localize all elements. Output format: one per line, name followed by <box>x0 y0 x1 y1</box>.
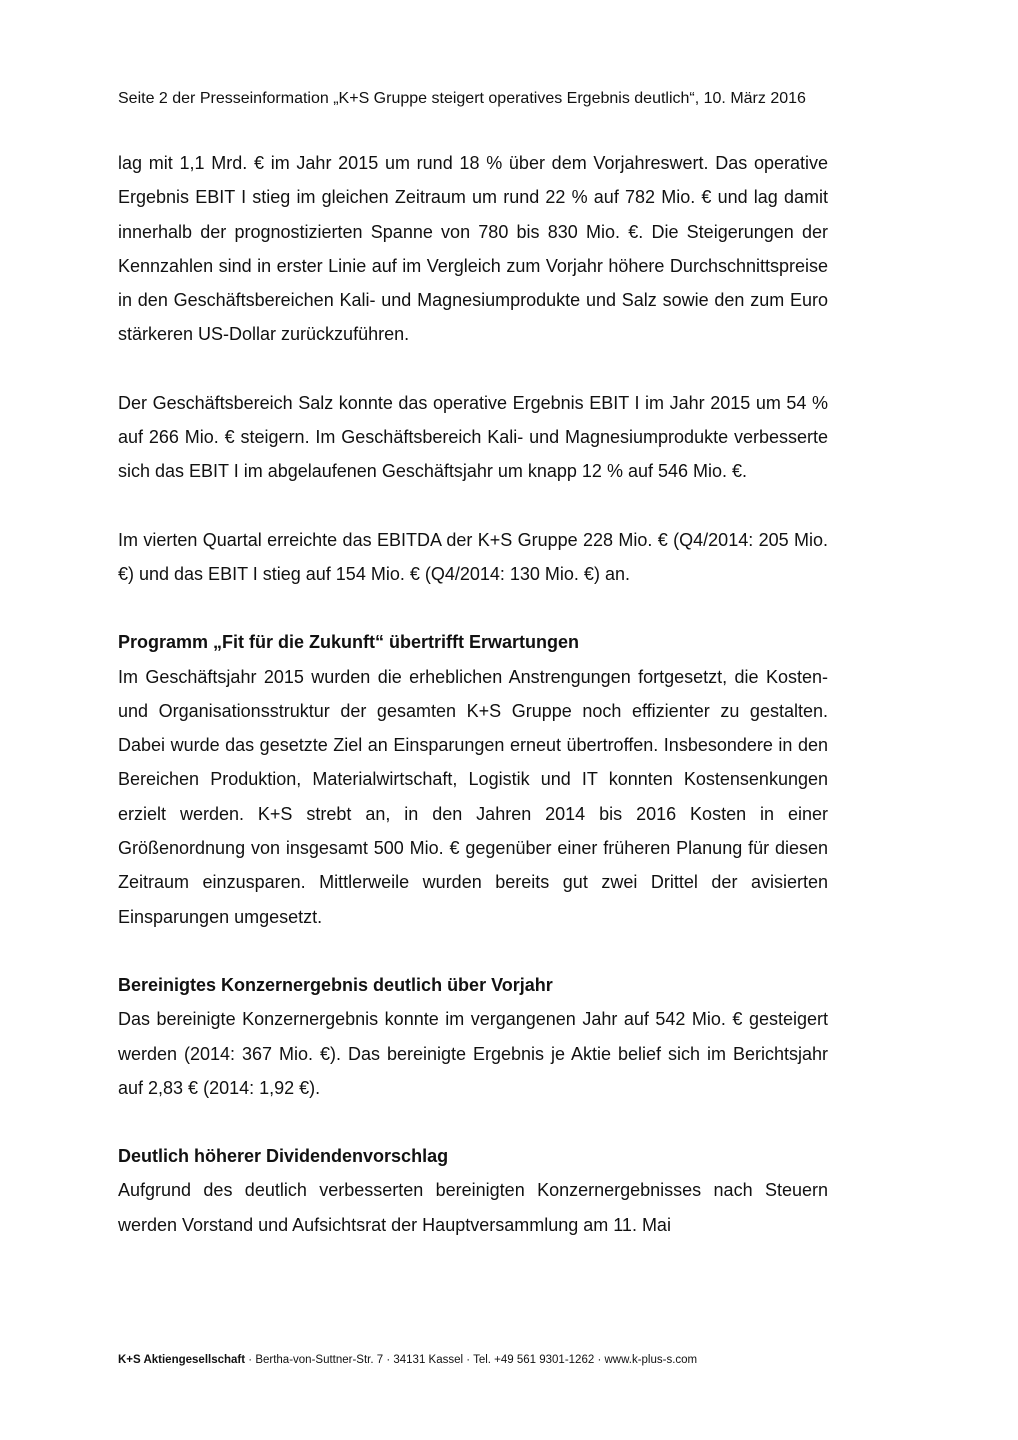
section-heading-fit-for-future: Programm „Fit für die Zukunft“ übertrifft Erwartungen <box>118 632 580 653</box>
paragraph-fourth-quarter: Im vierten Quartal erreichte das EBITDA der K+S Gruppe 228 Mio. € (Q4/2014: 205 Mio. €) und das EBIT I stieg auf 154 Mio. € (Q4/2014: 130 Mio. €) an. <box>118 529 828 584</box>
paragraph-results-overview: lag mit 1,1 Mrd. € im Jahr 2015 um rund 18 % über dem Vorjahreswert. Das operative Ergebnis EBIT I stieg im gleichen Zeitraum um rund 22 % auf 782 Mio. € und lag damit innerhalb der prognostizierten Spanne von 780 bis 830 Mio. €. Die Steigerungen der Kennzahlen sind in erster Linie auf im Vergleich zum Vorjahr höhere Durchschnittspreise in den Geschäftsbereichen Kali- und Magnesiumprodukte und Salz sowie den zum Euro stärkeren US-Dollar zurückzuführen. <box>118 153 828 345</box>
paragraph-segment-results: Der Geschäftsbereich Salz konnte das operative Ergebnis EBIT I im Jahr 2015 um 54 % auf 266 Mio. € steigern. Im Geschäftsbereich Kali- und Magnesiumprodukte verbesserte sich das EBIT I im abgelaufenen Geschäftsjahr um knapp 12 % auf 546 Mio. €. <box>118 392 828 482</box>
section-heading-dividend: Deutlich höherer Dividendenvorschlag <box>118 1146 449 1167</box>
paragraph-adjusted-earnings: Das bereinigte Konzernergebnis konnte im vergangenen Jahr auf 542 Mio. € gesteigert werden (2014: 367 Mio. €). Das bereinigte Ergebnis je Aktie belief sich im Berichtsjahr auf 2,83 € (2014: 1,92 €). <box>118 1009 828 1098</box>
paragraph-dividend: Aufgrund des deutlich verbesserten bereinigten Konzernergebnisses nach Steuern werden Vorstand und Aufsichtsrat der Hauptversammlung am 11. Mai <box>118 1180 828 1235</box>
page-footer <box>118 1352 878 1368</box>
paragraph-cost-program: Im Geschäftsjahr 2015 wurden die erheblichen Anstrengungen fortgesetzt, die Kosten- und Organisationsstruktur der gesamten K+S Gruppe noch effizienter zu gestalten. Dabei wurde das gesetzte Ziel an Einsparungen erneut übertroffen. Insbesondere in den Bereichen Produktion, Materialwirtschaft, Logistik und IT konnten Kostensenkungen erzielt werden. K+S strebt an, in den Jahren 2014 bis 2016 Kosten in einer Größenordnung von insgesamt 500 Mio. € gegenüber einer früheren Planung für diesen Zeitraum einzusparen. Mittlerweile wurden bereits gut zwei Drittel der avisierten Einsparungen umgesetzt. <box>118 666 828 927</box>
page-header: Seite 2 der Presseinformation „K+S Gruppe steigert operatives Ergebnis deutlich“, 10. März 2016 <box>118 90 806 107</box>
section-heading-adjusted-earnings: Bereinigtes Konzernergebnis deutlich über Vorjahr <box>118 974 553 995</box>
footer-company-name: K+S Aktiengesellschaft <box>118 1354 246 1366</box>
footer-contact-details: · Bertha-von-Suttner-Str. 7 · 34131 Kassel · Tel. +49 561 9301-1262 · www.k-plus-s.com <box>245 1354 698 1366</box>
document-body <box>118 146 828 1242</box>
